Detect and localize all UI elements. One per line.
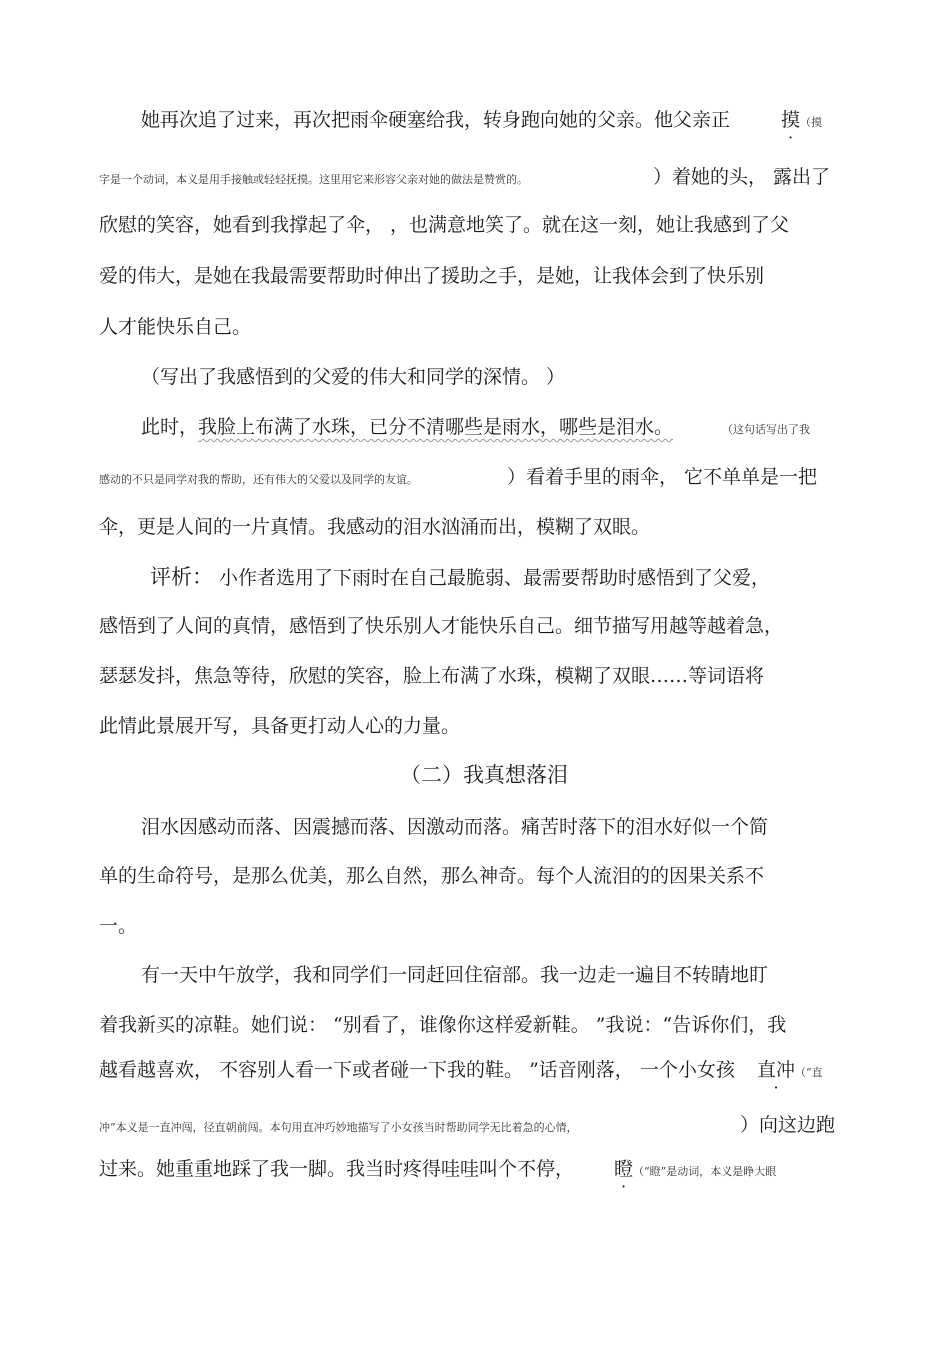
p2-line-2	[99, 465, 418, 492]
p2-line-1	[141, 415, 673, 439]
p4-line-4-main: ）向这边跑	[740, 1114, 836, 1136]
emphasis-char-deng: 瞪	[614, 1158, 634, 1180]
p1-line-2	[99, 165, 528, 192]
emphasis-char-mo: 摸	[781, 109, 801, 131]
p2-line-3: 伞，更是人间的一片真情。我感动的泪水汹涌而出，模糊了双眼。	[99, 516, 651, 538]
p2-note-open	[722, 415, 810, 442]
p3-line-1: 泪水因感动而落、因震撼而落、因激动而落。痛苦时落下的泪水好似一个简	[141, 816, 769, 838]
note-1: （写出了我感悟到的父爱的伟大和同学的深情。 ）	[141, 366, 566, 388]
p1-line-5: 人才能快乐自己。	[99, 316, 252, 338]
comment-line-2: 感悟到了人间的真情，感悟到了快乐别人才能快乐自己。细节描写用越等越着急，	[99, 615, 784, 637]
p2-annotation-start: （这句话写出了我	[722, 423, 810, 436]
p2-line-1-start: 此时，	[141, 416, 199, 438]
comment-line-3: 瑟瑟发抖，焦急等待，欣慰的笑容，脸上布满了水珠，模糊了双眼……等词语将	[99, 665, 765, 687]
emphasis-char-zhichong: 直冲	[757, 1059, 796, 1081]
p2-wavy-sentence: 我脸上布满了水珠，已分不清哪些是雨水，哪些是泪水。	[198, 416, 674, 438]
comment-text-1: 小作者选用了下雨时在自己最脆弱、最需要帮助时感悟到了父爱，	[219, 567, 771, 589]
comment-line-1	[150, 565, 770, 590]
p1-annotation-mo: 字是一个动词，本义是用手接触或轻轻抚摸。这里用它来形容父亲对她的做法是赞赏的。	[99, 173, 528, 186]
p1-mo-note-open: （摸	[800, 116, 823, 129]
p1-line-4: 爱的伟大，是她在我最需要帮助时伸出了援助之手，是她，让我体会到了快乐别	[99, 265, 765, 287]
p1-mo-char	[781, 108, 822, 135]
p1-line-1: 她再次追了过来，再次把雨伞硬塞给我，转身跑向她的父亲。他父亲正	[141, 109, 731, 131]
comment-line-4: 此情此景展开写，具备更打动人心的力量。	[99, 715, 461, 737]
comment-label: 评析：	[150, 565, 213, 589]
p4-deng	[614, 1157, 776, 1184]
p4-annotation-open: （“直	[795, 1066, 823, 1079]
section-title: （二）我真想落泪	[400, 763, 568, 787]
p1-line-2-main: ）着她的头， 露出了	[653, 166, 831, 188]
p3-line-3: 一。	[99, 915, 138, 937]
p4-line-2: 着我新买的凉鞋。她们说： “别看了，谁像你这样爱新鞋。 ”我说：“告诉你们，我	[99, 1014, 787, 1036]
p3-line-2: 单的生命符号，是那么优美，那么自然，那么神奇。每个人流泪的的因果关系不	[99, 865, 765, 887]
p2-annotation-end: 感动的不只是同学对我的帮助，还有伟大的父爱以及同学的友谊。	[99, 473, 418, 486]
p4-annotation-deng: （“瞪”是动词，本义是睁大眼	[633, 1165, 777, 1178]
p4-line-3: 越看越喜欢， 不容别人看一下或者碰一下我的鞋。 ”话音刚落， 一个小女孩	[99, 1059, 735, 1081]
p4-line-4	[99, 1113, 578, 1140]
p4-line-5: 过来。她重重地踩了我一脚。我当时疼得哇哇叫个不停，	[99, 1158, 575, 1180]
p2-line-2-main: ）看着手里的雨伞， 它不单单是一把	[507, 466, 818, 488]
p4-line-1: 有一天中午放学，我和同学们一同赶回住宿部。我一边走一遍目不转睛地盯	[141, 964, 769, 986]
p1-line-3: 欣慰的笑容，她看到我撑起了伞， ，也满意地笑了。就在这一刻，她让我感到了父	[99, 214, 790, 236]
p4-annotation-zhichong: 冲”本义是一直冲闯，径直朝前闯。本句用直冲巧妙地描写了小女孩当时帮助同学无比着急的心情，	[99, 1121, 578, 1134]
p4-zhichong	[757, 1058, 823, 1085]
